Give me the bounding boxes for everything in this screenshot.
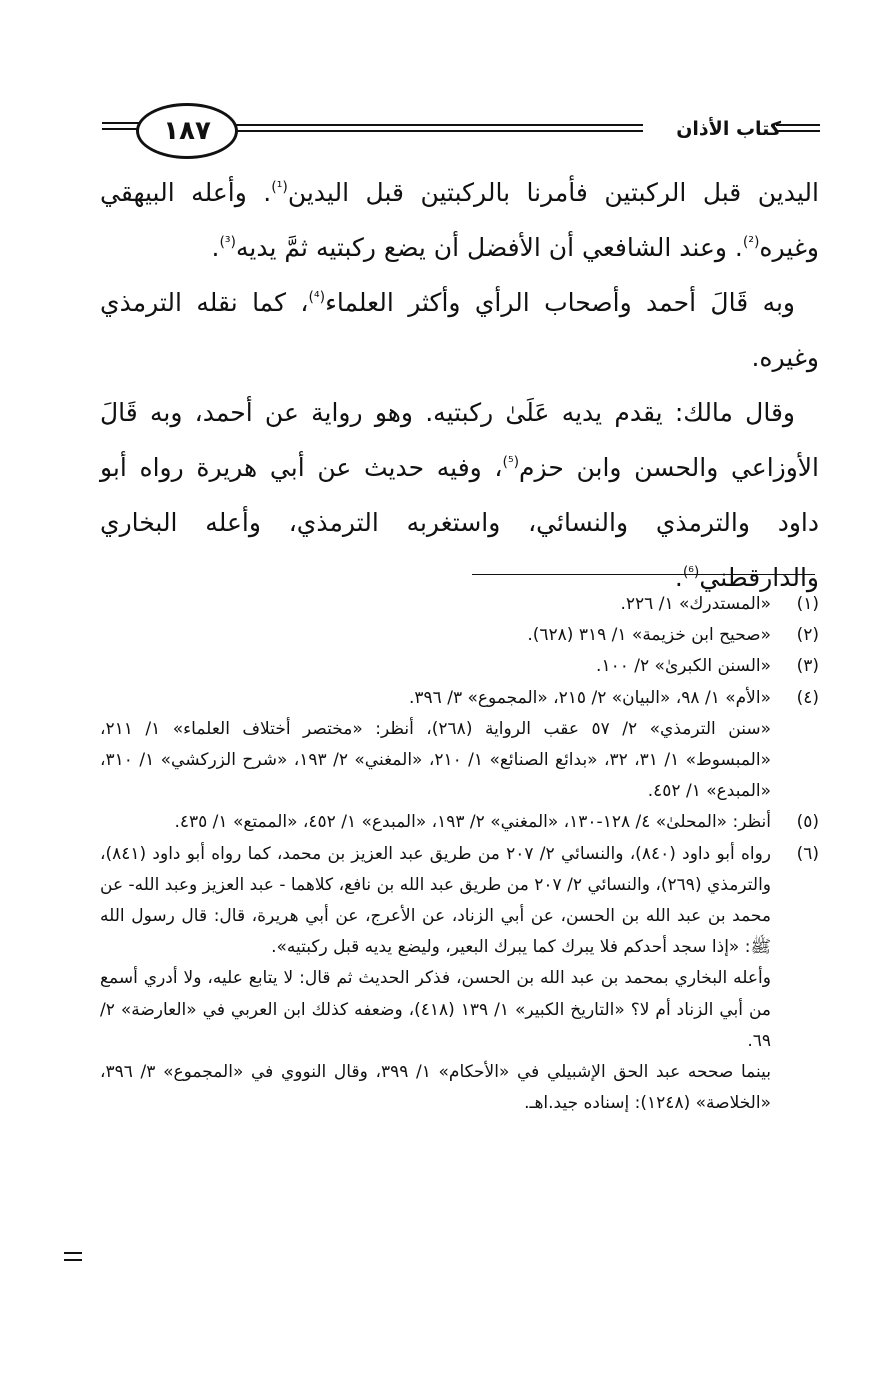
paragraph-1: اليدين قبل الركبتين فأمرنا بالركبتين قبل اليدين$^{(^1)}$. وأعله البيهقي وغيره$^{(^2)}$. وعند الشافعي أن الأفضل أن يضع ركبتيه ثمَّ يديه$^{(^3)}$. (100, 178, 819, 262)
footnote-text: «صحيح ابن خزيمة» ١/ ٣١٩ (٦٢٨). (527, 625, 771, 646)
paragraph-3: وقال مالك: يقدم يديه عَلَىٰ ركبتيه. وهو رواية عن أحمد، وبه قَالَ الأوزاعي والحسن وابن حزم$^{(^5)}$، وفيه حديث عن أبي هريرة رواه أبو داود والترمذي والنسائي، واستغربه الترمذي، وأعله البخاري والدارقطني$^{(^6)}$. (100, 398, 820, 592)
footnote-ref: (⁶) (682, 564, 700, 581)
footnote-text: «الأم» ١/ ٩٨، «البيان» ٢/ ٢١٥، «المجموع» ٣/ ٣٩٦. (409, 687, 771, 708)
footnote-5 (100, 807, 819, 838)
footnote-ref: (⁴) (308, 289, 326, 306)
footnote-divider (472, 574, 815, 575)
footnote-4-continuation: «سنن الترمذي» ٢/ ٥٧ عقب الرواية (٢٦٨)، أنظر: «مختصر أختلاف العلماء» ١/ ٢١١، «المبسوط» ١/ ٣١، ٣٢، «بدائع الصنائع» ١/ ٢١٠، «المغني» ٢/ ١٩٣، «شرح الزركشي» ١/ ٣١٠، «المبدع» ١/ ٤٥٢. (100, 718, 771, 802)
footnote-number: (٦) (796, 843, 819, 864)
footnote-number: (٥) (796, 812, 819, 833)
footnote-number: (٣) (796, 656, 819, 677)
footnote-number: (١) (796, 594, 819, 614)
continuation-mark (64, 1252, 82, 1261)
page-number-badge (136, 103, 238, 159)
footnote-2 (100, 620, 819, 651)
footnote-ref: (²) (742, 234, 760, 251)
footnote-3 (100, 651, 819, 682)
header-rule-right (776, 124, 820, 132)
main-text (100, 165, 819, 605)
footnote-number: (٢) (796, 625, 819, 646)
chapter-title: كتاب الأذان (676, 118, 781, 140)
header-rule-middle (228, 124, 643, 132)
footnote-text: أنظر: «المحلىٰ» ٤/ ١٢٨-١٣٠، «المغني» ٢/ ١٩٣، «المبدع» ١/ ٤٥٢، «الممتع» ١/ ٤٣٥. (174, 812, 771, 833)
footnote-6-continuation: وأعله البخاري بمحمد بن عبد الله بن الحسن، فذكر الحديث ثم قال: لا يتابع عليه، ولا أدري أسمع من أبي الزناد أم لا؟ «التاريخ الكبير» ١/ ١٣٩ (٤١٨)، وضعفه كذلك ابن العربي في «العارضة» ٢/ ٦٩. (100, 968, 771, 1051)
footnote-6 (100, 839, 819, 964)
footnote-4 (100, 683, 819, 714)
footnote-text: «المستدرك» ١/ ٢٢٦. (620, 594, 771, 614)
footnote-1 (100, 589, 819, 620)
footnote-ref: (⁵) (502, 454, 520, 471)
paragraph-2: وبه قَالَ أحمد وأصحاب الرأي وأكثر العلماء$^{(^4)}$، كما نقله الترمذي وغيره. (100, 288, 819, 372)
footnote-ref: (¹) (271, 179, 288, 196)
footnote-text: رواه أبو داود (٨٤٠)، والنسائي ٢/ ٢٠٧ من طريق عبد العزيز بن محمد، كما رواه أبو داود (٨٤١)، والترمذي (٢٦٩)، والنسائي ٢/ ٢٠٧ من طريق عبد الله بن نافع، كلاهما - عبد العزيز وعبد الله- عن محمد بن عبد الله بن الحسن، عن أبي الزناد، عن الأعرج، عن أبي هريرة، قال: قال رسول الله ﷺ: «إذا سجد أحدكم فلا يبرك كما يبرك البعير، وليضع يديه قبل ركبتيه». (100, 843, 772, 958)
footnote-text: «السنن الكبرىٰ» ٢/ ١٠٠. (596, 656, 771, 677)
footnotes (100, 589, 819, 1119)
page-number: ١٨٧ (163, 116, 211, 146)
footnote-ref: (³) (219, 234, 237, 251)
footnote-6-continuation-2: بينما صححه عبد الحق الإشبيلي في «الأحكام» ١/ ٣٩٩، وقال النووي في «المجموع» ٣/ ٣٩٦، «الخلاصة» (١٢٤٨): إسناده جيد.اهـ. (100, 1062, 772, 1114)
footnote-number: (٤) (796, 687, 819, 708)
